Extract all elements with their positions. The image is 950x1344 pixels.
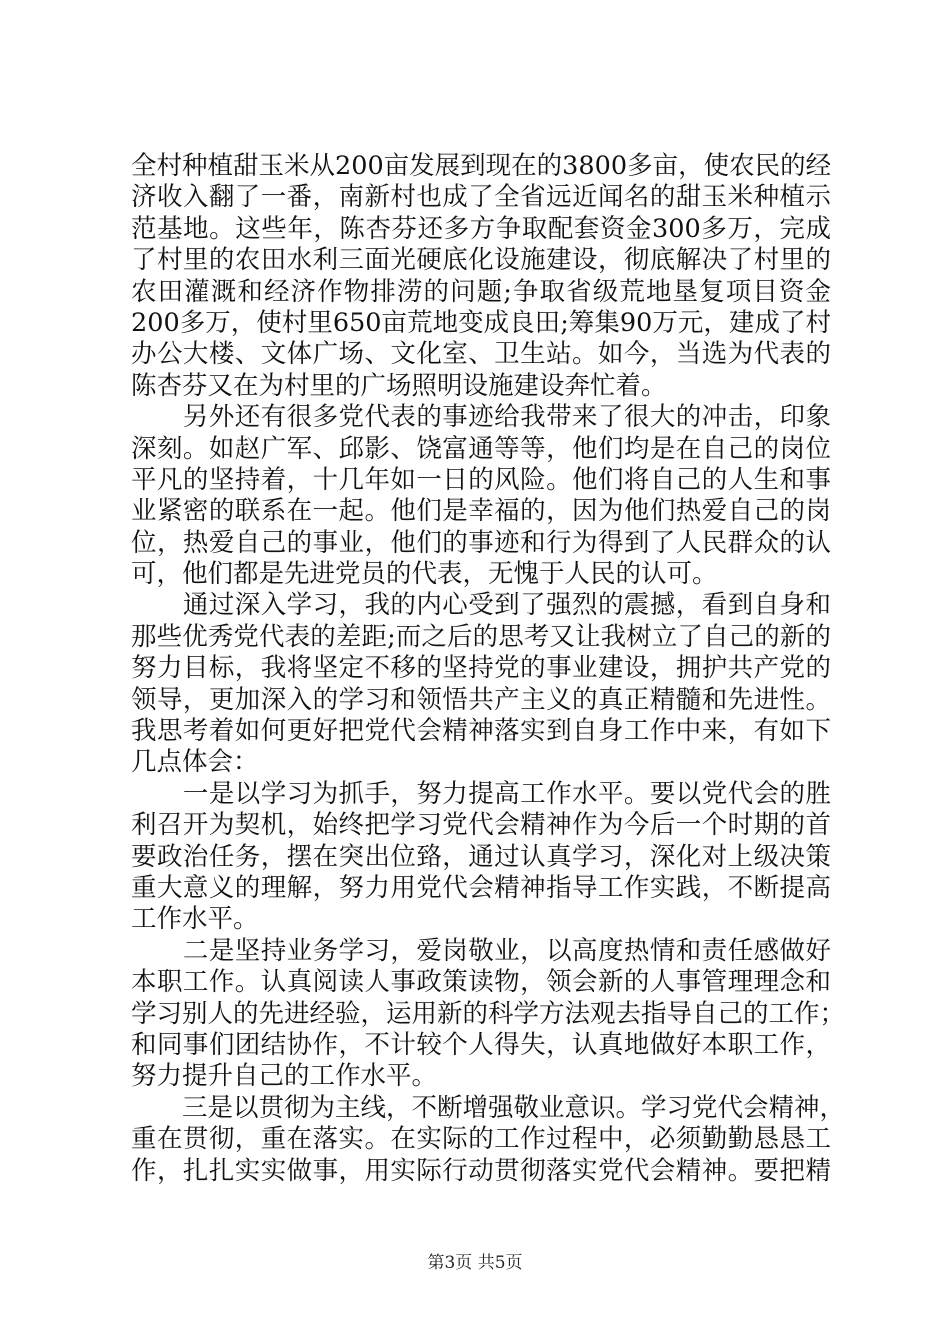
text-line	[131, 873, 831, 904]
text-line-content: 200多万，使村里650亩荒地变成良田;筹集90万元，建成了村	[131, 307, 831, 338]
text-line-content: 重大意义的理解，努力用党代会精神指导工作实践，不断提高	[131, 872, 831, 903]
text-line-content: 努力目标，我将坚定不移的坚持党的事业建设，拥护共产党的	[131, 653, 831, 684]
text-line-content: 本职工作。认真阅读人事政策读物，领会新的人事管理理念和	[131, 967, 831, 998]
document-body	[131, 151, 846, 1187]
text-line-content: 工作水平。	[131, 904, 259, 935]
text-line	[131, 277, 831, 308]
text-line-content: 办公大楼、文体广场、文化室、卫生站。如今，当选为代表的	[131, 339, 831, 370]
text-line-content: 位，热爱自己的事业，他们的事迹和行为得到了人民群众的认	[131, 527, 831, 558]
text-line	[131, 653, 831, 684]
text-line-content: 了村里的农田水利三面光硬底化设施建设，彻底解决了村里的	[131, 245, 831, 276]
text-line	[131, 182, 831, 213]
text-line-content: 一是以学习为抓手，努力提高工作水平。要以党代会的胜	[131, 778, 831, 809]
text-line-content: 陈杏芬又在为村里的广场照明设施建设奔忙着。	[131, 370, 667, 401]
text-line	[131, 1124, 831, 1155]
text-line-content: 努力提升自己的工作水平。	[131, 1061, 438, 1092]
text-line-content: 农田灌溉和经济作物排涝的问题;争取省级荒地垦复项目资金	[131, 276, 831, 307]
text-line-content: 作，扎扎实实做事，用实际行动贯彻落实党代会精神。要把精	[131, 1155, 831, 1186]
text-line	[131, 245, 831, 276]
text-line-content: 重在贯彻，重在落实。在实际的工作过程中，必须勤勤恳恳工	[131, 1124, 831, 1155]
text-line	[131, 371, 831, 402]
text-line	[131, 434, 831, 465]
text-line	[131, 967, 831, 998]
text-line-content: 和同事们团结协作，不计较个人得失，认真地做好本职工作，	[131, 1029, 831, 1060]
text-line-content: 三是以贯彻为主线，不断增强敬业意识。学习党代会精神，	[131, 1092, 846, 1123]
text-line-content: 要政治任务，摆在突出位臵，通过认真学习，深化对上级决策	[131, 841, 831, 872]
text-line	[131, 496, 831, 527]
text-line-content: 范基地。这些年，陈杏芬还多方争取配套资金300多万，完成	[131, 213, 831, 244]
text-line	[131, 151, 831, 182]
text-line-content: 几点体会：	[131, 747, 259, 778]
text-line	[131, 779, 831, 810]
text-line	[131, 904, 831, 935]
text-line	[131, 465, 831, 496]
text-line	[131, 339, 831, 370]
text-line	[131, 590, 831, 621]
text-line	[131, 528, 831, 559]
text-line	[131, 1092, 846, 1124]
text-line-content: 可，他们都是先进党员的代表，无愧于人民的认可。	[131, 559, 718, 590]
text-line	[131, 308, 831, 339]
text-line-content: 通过深入学习，我的内心受到了强烈的震撼，看到自身和	[131, 590, 831, 621]
text-line-content: 那些优秀党代表的差距;而之后的思考又让我树立了自己的新的	[131, 621, 831, 652]
text-line	[131, 214, 831, 245]
page-number-footer: 第3页 共5页	[427, 1253, 523, 1273]
text-line	[131, 936, 831, 967]
text-line-content: 我思考着如何更好把党代会精神落实到自身工作中来，有如下	[131, 716, 831, 747]
text-line	[131, 1156, 831, 1187]
text-line	[131, 747, 831, 778]
text-line-content: 另外还有很多党代表的事迹给我带来了很大的冲击，印象	[131, 402, 831, 433]
text-line	[131, 842, 831, 873]
text-line	[131, 716, 831, 747]
text-line	[131, 998, 846, 1030]
text-line	[131, 1061, 831, 1092]
text-line-content: 二是坚持业务学习，爱岗敬业，以高度热情和责任感做好	[131, 935, 831, 966]
text-line-content: 业紧密的联系在一起。他们是幸福的，因为他们热爱自己的岗	[131, 496, 831, 527]
text-line	[131, 810, 831, 841]
text-line	[131, 685, 831, 716]
text-line-content: 济收入翻了一番，南新村也成了全省远近闻名的甜玉米种植示	[131, 182, 831, 213]
text-line	[131, 622, 831, 653]
text-line-content: 利召开为契机，始终把学习党代会精神作为今后一个时期的首	[131, 810, 831, 841]
text-line	[131, 1030, 831, 1061]
text-line	[131, 402, 831, 433]
text-line	[131, 559, 831, 590]
text-line-content: 全村种植甜玉米从200亩发展到现在的3800多亩，使农民的经	[131, 151, 832, 181]
text-line-content: 领导，更加深入的学习和领悟共产主义的真正精髓和先进性。	[131, 684, 831, 715]
text-line-content: 深刻。如赵广军、邱影、饶富通等等，他们均是在自己的岗位	[131, 433, 831, 464]
text-line-content: 平凡的坚持着，十几年如一日的风险。他们将自己的人生和事	[131, 464, 831, 495]
text-line-content: 学习别人的先进经验，运用新的科学方法观去指导自己的工作；	[131, 998, 846, 1029]
